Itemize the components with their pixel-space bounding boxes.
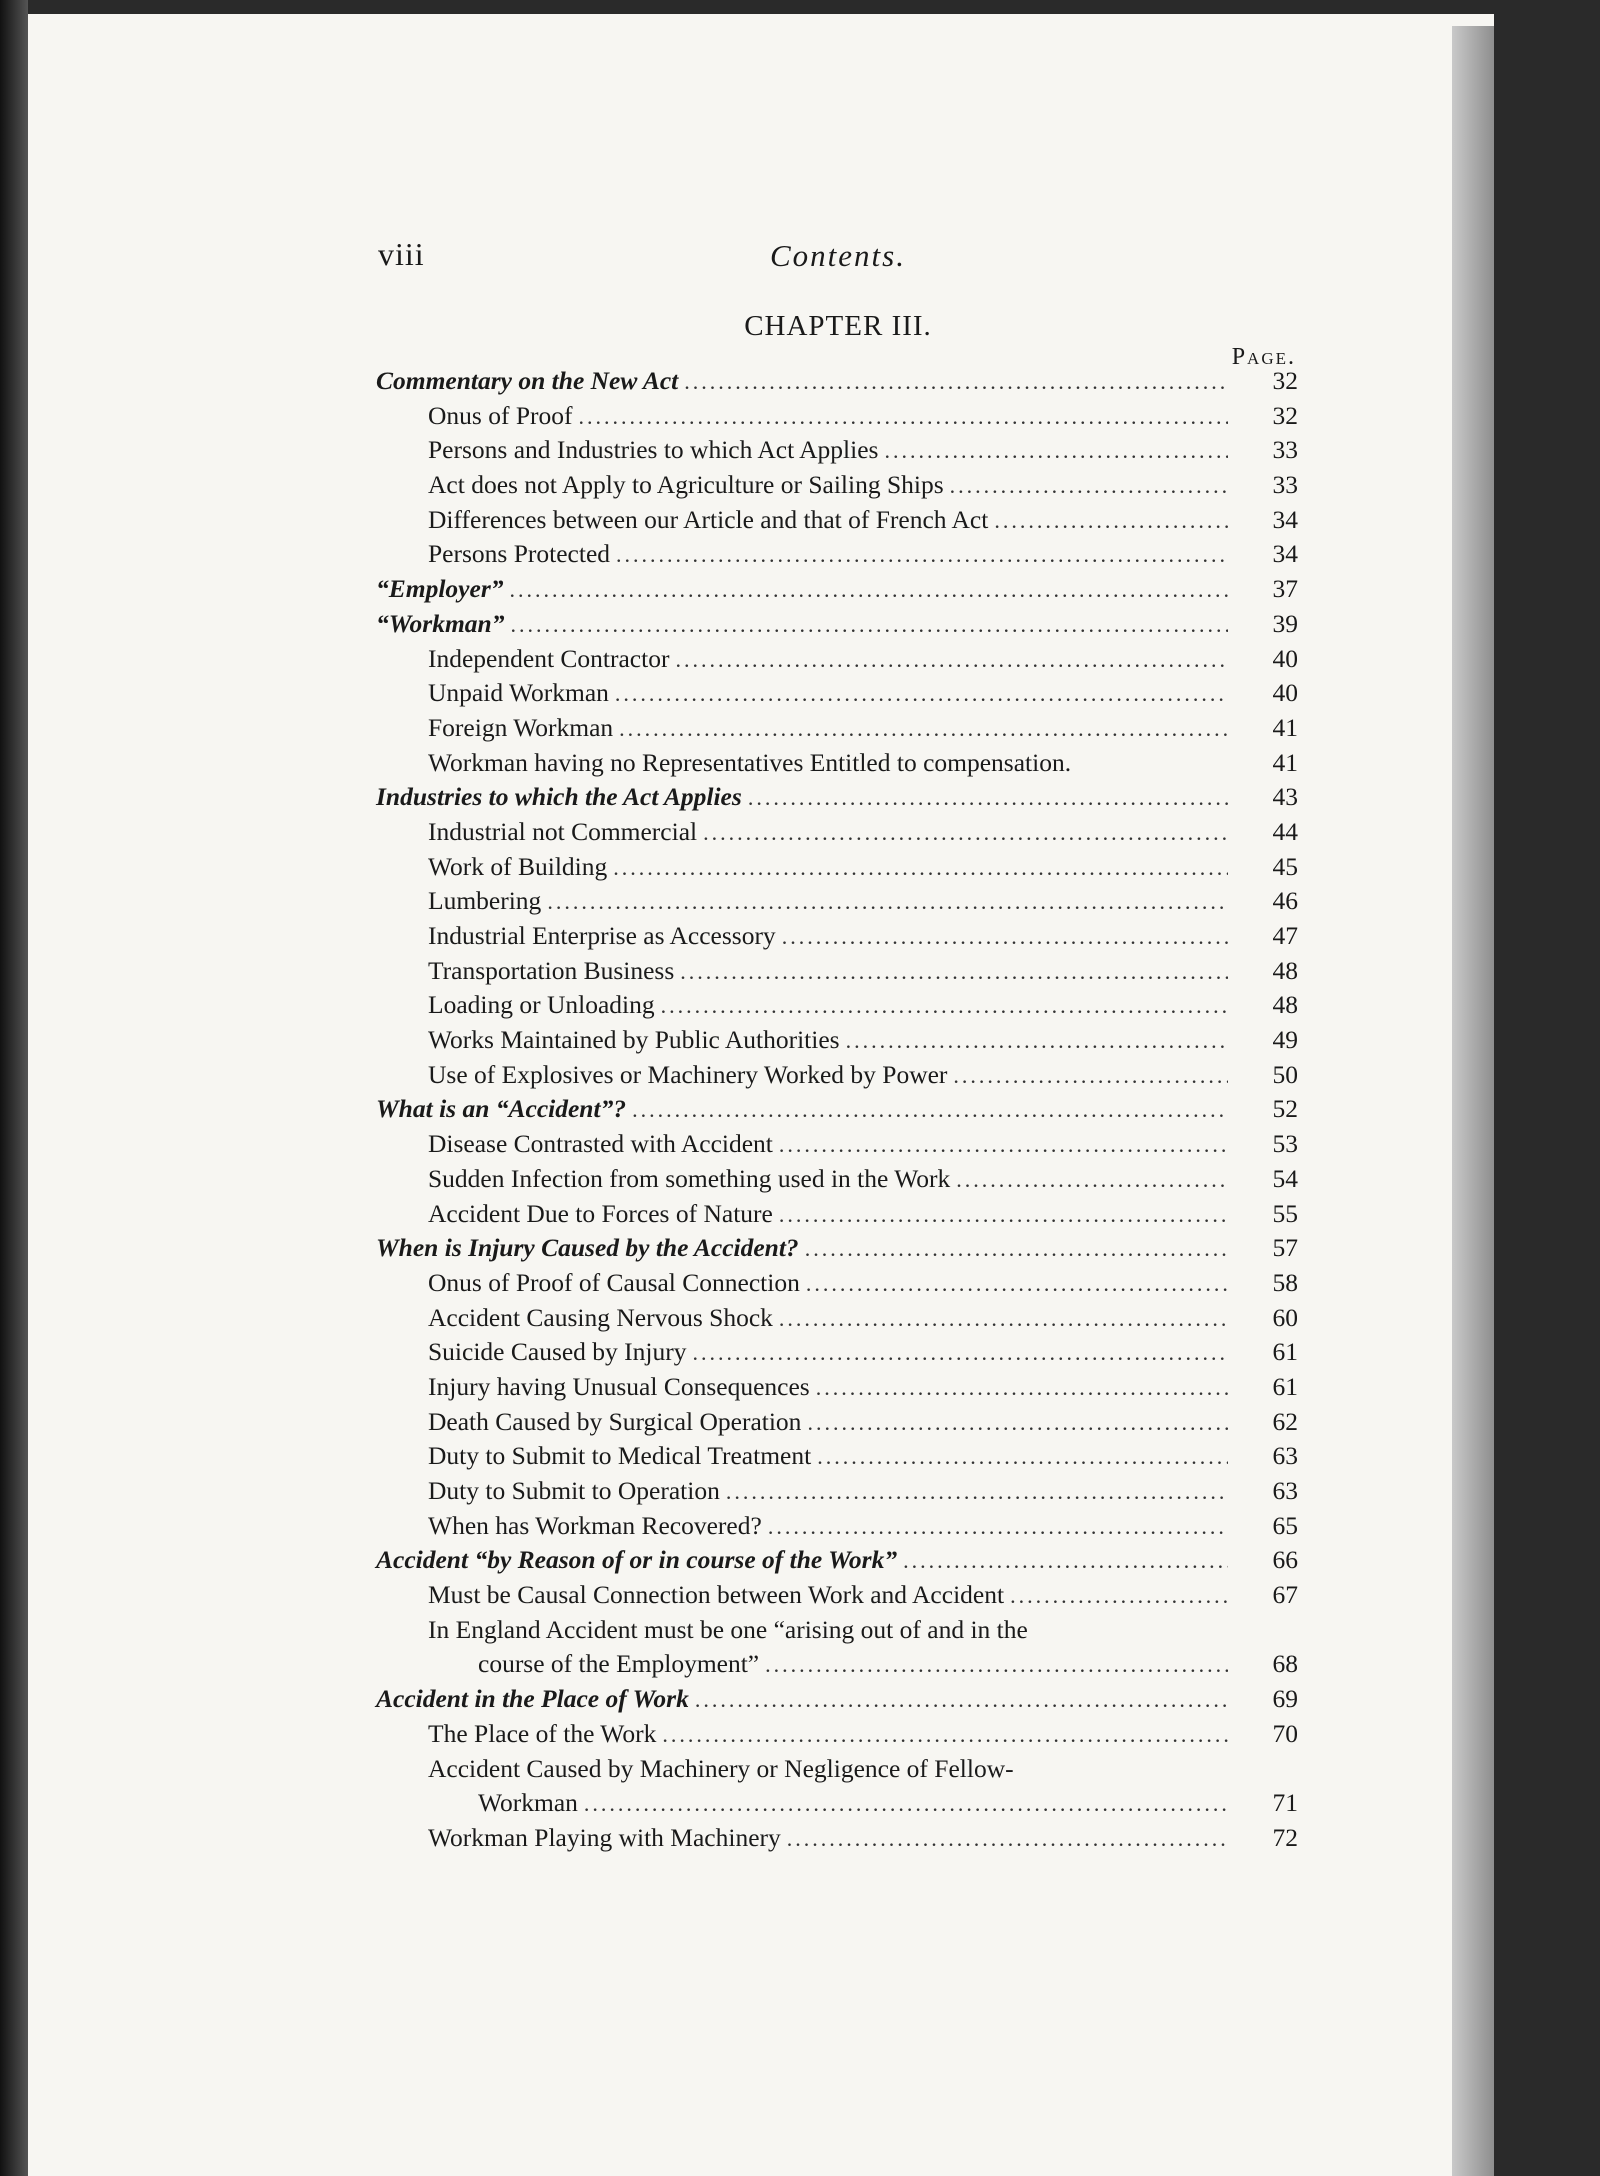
- toc-entry-page: 60: [1272, 1302, 1298, 1332]
- dot-leader: [695, 1683, 1228, 1718]
- toc-entry-label: Injury having Unusual Consequences: [428, 1371, 810, 1401]
- toc-entry-page: 48: [1272, 990, 1298, 1020]
- toc-entry: [376, 1127, 1298, 1162]
- toc-entry-page: 70: [1272, 1718, 1298, 1748]
- toc-entry: [376, 572, 1298, 607]
- toc-entry-label: In England Accident must be one “arising out of and in the: [428, 1614, 1028, 1644]
- toc-entry-page: 33: [1272, 435, 1298, 465]
- toc-entry-label: Sudden Infection from something used in the Work: [428, 1163, 951, 1193]
- toc-entry: [376, 1266, 1298, 1301]
- toc-entry-label: Accident Caused by Machinery or Negligence of Fellow-: [428, 1753, 1014, 1783]
- toc-entry-label: Independent Contractor: [428, 643, 670, 673]
- toc-entry-page: 61: [1272, 1337, 1298, 1367]
- toc-entry: [376, 1682, 1298, 1717]
- toc-entry: [376, 503, 1298, 538]
- toc-entry-label: What is an “Accident”?: [376, 1094, 627, 1124]
- toc-entry-page: 33: [1272, 470, 1298, 500]
- toc-entry-page: 66: [1272, 1545, 1298, 1575]
- toc-entry-label: Works Maintained by Public Authorities: [428, 1025, 840, 1055]
- toc-entry: [376, 1543, 1298, 1578]
- table-of-contents: [376, 364, 1298, 1856]
- toc-entry-page: 34: [1272, 539, 1298, 569]
- dot-leader: [579, 400, 1229, 435]
- dot-leader: [510, 573, 1229, 608]
- binding-shadow: [0, 0, 28, 2176]
- toc-entry: [376, 1197, 1298, 1232]
- dot-leader: [1010, 1579, 1228, 1614]
- toc-entry-label: Lumbering: [428, 886, 542, 916]
- dot-leader: [510, 608, 1228, 643]
- dot-leader: [779, 1302, 1228, 1337]
- dot-leader: [805, 1232, 1228, 1267]
- page-column-heading: Page.: [1231, 344, 1296, 370]
- dot-leader: [846, 1024, 1228, 1059]
- toc-entry-label: course of the Employment”: [478, 1649, 760, 1679]
- dot-leader: [994, 504, 1228, 539]
- toc-entry-page: 40: [1272, 678, 1298, 708]
- toc-entry-page: 32: [1272, 366, 1298, 395]
- toc-entry: [376, 1509, 1298, 1544]
- toc-entry-page: 48: [1272, 955, 1298, 985]
- toc-entry-label: Persons and Industries to which Act Applies: [428, 435, 879, 465]
- toc-entry: [376, 1752, 1298, 1787]
- toc-entry: [376, 537, 1298, 572]
- toc-entry-label: Disease Contrasted with Accident: [428, 1129, 773, 1159]
- dot-leader: [807, 1406, 1228, 1441]
- toc-entry: [376, 1474, 1298, 1509]
- toc-entry-label: “Workman”: [376, 608, 505, 638]
- dot-leader: [632, 1093, 1228, 1128]
- toc-entry-page: 46: [1272, 886, 1298, 916]
- toc-entry-label: Accident “by Reason of or in course of the Work”: [376, 1545, 898, 1575]
- dot-leader: [953, 1059, 1228, 1094]
- toc-entry: [376, 1162, 1298, 1197]
- toc-entry: [376, 1439, 1298, 1474]
- toc-entry: [376, 1231, 1298, 1266]
- toc-entry-label: Workman Playing with Machinery: [428, 1822, 781, 1852]
- toc-entry: [376, 988, 1298, 1023]
- toc-entry-label: Duty to Submit to Operation: [428, 1476, 720, 1505]
- dot-leader: [806, 1267, 1228, 1302]
- toc-entry-label: “Employer”: [376, 574, 504, 604]
- toc-entry: [376, 364, 1298, 399]
- toc-entry: [376, 1647, 1298, 1682]
- dot-leader: [619, 712, 1228, 747]
- toc-entry: [376, 1821, 1298, 1856]
- toc-entry-page: 37: [1272, 574, 1298, 604]
- toc-entry: [376, 919, 1298, 954]
- toc-entry: [376, 1405, 1298, 1440]
- toc-entry-label: Loading or Unloading: [428, 990, 655, 1020]
- toc-entry-page: 67: [1272, 1580, 1298, 1610]
- toc-entry-page: 69: [1272, 1684, 1298, 1714]
- toc-entry-page: 52: [1272, 1094, 1298, 1124]
- toc-entry-label: When is Injury Caused by the Accident?: [376, 1233, 799, 1263]
- toc-entry: [376, 1301, 1298, 1336]
- toc-entry-label: Differences between our Article and that of French Act: [428, 504, 989, 534]
- toc-entry: [376, 780, 1298, 815]
- dot-leader: [956, 1163, 1228, 1198]
- toc-entry-page: 41: [1272, 747, 1298, 777]
- toc-entry-label: Transportation Business: [428, 955, 675, 985]
- toc-entry: [376, 1370, 1298, 1405]
- dot-leader: [661, 989, 1228, 1024]
- toc-entry-label: Industrial Enterprise as Accessory: [428, 921, 776, 950]
- toc-entry-label: Unpaid Workman: [428, 678, 609, 708]
- toc-entry: [376, 815, 1298, 850]
- toc-entry: [376, 1023, 1298, 1058]
- toc-entry: [376, 607, 1298, 642]
- toc-entry-label: Accident Causing Nervous Shock: [428, 1302, 773, 1332]
- dot-leader: [613, 851, 1228, 886]
- dot-leader: [693, 1336, 1229, 1371]
- toc-entry-page: 58: [1272, 1267, 1298, 1297]
- toc-entry: [376, 1092, 1298, 1127]
- toc-entry-page: 55: [1272, 1198, 1298, 1228]
- toc-entry: [376, 711, 1298, 746]
- toc-entry-page: 63: [1272, 1476, 1298, 1505]
- toc-entry-page: 61: [1272, 1371, 1298, 1401]
- toc-entry-label: Duty to Submit to Medical Treatment: [428, 1441, 812, 1471]
- toc-entry-page: 53: [1272, 1129, 1298, 1159]
- dot-leader: [903, 1544, 1228, 1579]
- dot-leader: [547, 885, 1228, 920]
- toc-entry-page: 32: [1272, 400, 1298, 430]
- toc-entry-label: Accident in the Place of Work: [376, 1684, 689, 1714]
- dot-leader: [584, 1787, 1228, 1822]
- running-title: Contents.: [770, 238, 906, 273]
- toc-entry-label: Commentary on the New Act: [376, 366, 679, 395]
- toc-entry: [376, 746, 1298, 781]
- toc-entry: [376, 850, 1298, 885]
- toc-entry: [376, 433, 1298, 468]
- toc-entry-label: The Place of the Work: [428, 1718, 657, 1748]
- toc-entry: [376, 1578, 1298, 1613]
- toc-entry-page: 63: [1272, 1441, 1298, 1471]
- dot-leader: [616, 538, 1228, 573]
- toc-entry-label: Industries to which the Act Applies: [376, 782, 742, 812]
- toc-entry-page: 47: [1272, 921, 1298, 950]
- toc-entry-page: 57: [1272, 1233, 1298, 1263]
- dot-leader: [675, 643, 1228, 678]
- toc-entry-page: 68: [1272, 1649, 1298, 1679]
- dot-leader: [768, 1510, 1228, 1545]
- dot-leader: [615, 677, 1228, 712]
- toc-entry-page: 40: [1272, 643, 1298, 673]
- toc-entry-label: Persons Protected: [428, 539, 611, 569]
- dot-leader: [748, 781, 1228, 816]
- toc-entry-page: 44: [1272, 816, 1298, 846]
- dot-leader: [703, 816, 1228, 851]
- toc-entry-label: Accident Due to Forces of Nature: [428, 1198, 773, 1228]
- toc-entry-label: Use of Explosives or Machinery Worked by Power: [428, 1059, 948, 1089]
- toc-entry: [376, 468, 1298, 503]
- toc-entry: [376, 1613, 1298, 1648]
- chapter-heading: CHAPTER III.: [744, 310, 932, 342]
- toc-entry-label: Onus of Proof: [428, 400, 573, 430]
- toc-entry-label: Workman having no Representatives Entitled to compensation.: [428, 747, 1072, 777]
- toc-entry-page: 41: [1272, 712, 1298, 742]
- toc-entry: [376, 1786, 1298, 1821]
- dot-leader: [817, 1440, 1228, 1475]
- toc-entry: [376, 399, 1298, 434]
- toc-entry-page: 54: [1272, 1163, 1298, 1193]
- toc-entry-label: Death Caused by Surgical Operation: [428, 1406, 802, 1436]
- toc-entry: [376, 1058, 1298, 1093]
- toc-entry-page: 65: [1272, 1510, 1298, 1540]
- toc-entry-label: Must be Causal Connection between Work and Accident: [428, 1580, 1005, 1610]
- dot-leader: [816, 1371, 1228, 1406]
- toc-entry-page: 43: [1272, 782, 1298, 812]
- dot-leader: [684, 365, 1228, 400]
- page-edge: [1452, 26, 1494, 2176]
- toc-entry: [376, 884, 1298, 919]
- toc-entry-page: 50: [1272, 1059, 1298, 1089]
- toc-entry-page: 72: [1272, 1822, 1298, 1852]
- folio: viii: [378, 236, 425, 272]
- dot-leader: [782, 920, 1228, 955]
- toc-entry-label: When has Workman Recovered?: [428, 1510, 762, 1540]
- toc-entry-label: Suicide Caused by Injury: [428, 1337, 687, 1367]
- toc-entry: [376, 642, 1298, 677]
- dot-leader: [884, 434, 1228, 469]
- dot-leader: [787, 1822, 1228, 1857]
- dot-leader: [680, 955, 1228, 990]
- toc-entry-page: 45: [1272, 851, 1298, 881]
- toc-entry: [376, 954, 1298, 989]
- dot-leader: [779, 1198, 1228, 1233]
- toc-entry-label: Foreign Workman: [428, 712, 614, 742]
- toc-entry-label: Industrial not Commercial: [428, 816, 698, 846]
- toc-entry-page: 62: [1272, 1406, 1298, 1436]
- toc-entry-label: Workman: [478, 1788, 578, 1818]
- toc-entry-label: Act does not Apply to Agriculture or Sailing Ships: [428, 470, 944, 500]
- toc-entry-label: Onus of Proof of Causal Connection: [428, 1267, 800, 1297]
- dot-leader: [726, 1475, 1228, 1510]
- toc-entry: [376, 1717, 1298, 1752]
- toc-entry: [376, 1335, 1298, 1370]
- toc-entry-page: 34: [1272, 504, 1298, 534]
- dot-leader: [950, 469, 1228, 504]
- toc-entry-label: Work of Building: [428, 851, 608, 881]
- dot-leader: [662, 1718, 1228, 1753]
- toc-entry-page: 49: [1272, 1025, 1298, 1055]
- dot-leader: [779, 1128, 1228, 1163]
- toc-entry: [376, 676, 1298, 711]
- dot-leader: [765, 1648, 1228, 1683]
- toc-entry-page: 39: [1272, 608, 1298, 638]
- toc-entry-page: 71: [1272, 1788, 1298, 1818]
- page-header: [378, 236, 1298, 276]
